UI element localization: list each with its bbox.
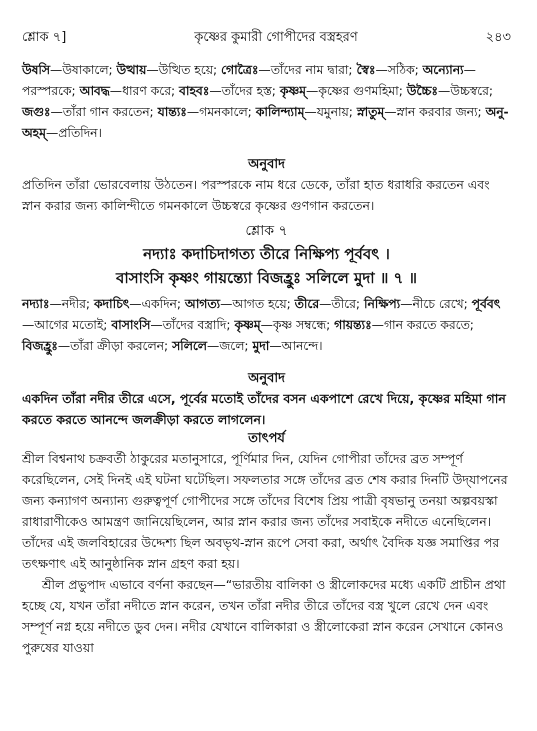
synonym-meaning: —আগের মতোই; [22,318,112,333]
synonym-meaning: —একদিন; [129,297,185,312]
synonym-meaning: —উচ্চস্বরে; [437,84,494,98]
synonym-meaning: —নদীর; [49,297,94,312]
synonym-term: আবদ্ধ [79,84,110,98]
synonym-term: নিক্ষিপ্য [363,297,401,312]
synonym-term: অনু-অহম্ [22,105,509,140]
translation-text: একদিন তাঁরা নদীর তীরে এসে, পূর্বের মতোই তাঁদের বসন একপাশে রেখে দিয়ে, কৃষ্ণের মহিমা গান করতে করতে আনন্দে জলক্রীড়া করতে লাগলেন। [22,390,506,427]
synonym-meaning: —উত্থিত হয়ে; [146,63,222,77]
synonym-meaning: —কৃষ্ণের গুণমহিমা; [305,84,407,98]
synonym-term: বাহবঃ [179,84,210,98]
purport-paragraph-1: শ্রীল বিশ্বনাথ চক্রবর্তী ঠাকুরের মতানুসারে, পূর্ণিমার দিন, যেদিন গোপীরা তাঁদের ব্রত সম্পূর্ণ করেছিলেন, সেই দিনই এই ঘটনা ঘটেছিল। সফলতার সঙ্গে তাঁদের ব্রত শেষ করার দিনটি উদ্‌যাপনের জন্য কন্যাগণ অন্যান্য গুরুত্বপূর্ণ গোপীদের সঙ্গে তাঁদের বিশেষ প্রিয় পাত্রী বৃষভানু তনয়া অল্পবয়স্কা রাধারাণীকেও আমন্ত্রণ জানিয়েছিলেন, আর স্নান করার জন্য তাঁদের সবাইকে নদীতে এনেছিলেন। তাঁদের এই জলবিহারের উদ্দেশ্য ছিল অবভৃথ-স্নান রূপে সেবা করা, অর্থাৎ বৈদিক যজ্ঞ সমাপ্তির পর তৎক্ষণাৎ এই আনুষ্ঠানিক স্নান গ্রহণ করা হয়। [22,450,508,571]
synonym-meaning: —গমনকালে; [186,105,256,119]
synonyms-previous-verse [22,60,511,144]
translation-heading-prev: অনুবাদ [248,157,285,173]
synonym-meaning: —উষাকালে; [50,63,117,77]
synonym-term: স্নাতুম্ [356,105,385,119]
synonym-term: কদাচিৎ [93,297,130,312]
synonym-term: পূর্ববৎ [471,297,501,312]
synonym-meaning: —নীচে রেখে; [400,297,472,312]
translation-text-prev: প্রতিদিন তাঁরা ভোরবেলায় উঠতেন। পরস্পরকে নাম ধরে ডেকে, তাঁরা হাত ধরাধরি করতেন এবং স্নান করার জন্য কালিন্দীতে গমনকালে উচ্চস্বরে কৃষ্ণের গুণগান করতেন। [22,177,490,214]
synonym-term: বাসাংসি [111,318,151,333]
verse-number: শ্লোক ৭ [245,223,288,240]
synonym-term: উত্থায় [116,63,147,77]
synonym-term: সলিলে [172,339,207,354]
synonym-meaning: —জলে; [206,339,253,354]
synonym-meaning: —প্রতিদিন। [45,126,102,140]
synonym-meaning: —আনন্দে। [269,339,323,354]
synonym-meaning: —স্নান করবার জন্য; [384,105,486,119]
synonym-term: তীরে [294,297,320,312]
synonym-meaning: —কৃষ্ণ সম্বন্ধে; [260,318,335,333]
purport-heading: তাৎপর্য [248,430,285,446]
synonym-meaning: —তাঁদের বস্ত্রাদি; [150,318,235,333]
header-chapter-title: কৃষ্ণের কুমারী গোপীদের বস্ত্রহরণ [194,30,358,45]
synonym-term: উচ্চৈঃ [406,84,438,98]
header-verse-ref: শ্লোক ৭] [22,30,67,45]
synonym-meaning: —তীরে; [319,297,364,312]
page-number: ২৪৩ [485,30,511,45]
synonym-meaning: —তাঁরা গান করতেন; [50,105,158,119]
synonym-term: উষসি [22,63,50,77]
verse-line-1: নদ্যাঃ কদাচিদাগত্য তীরে নিক্ষিপ্য পূর্ববৎ । [143,245,390,264]
synonym-term: গায়ন্ত্যঃ [334,318,372,333]
synonym-meaning: —তাঁদের হস্ত; [209,84,280,98]
synonym-term: কালিন্দ্যাম্ [255,105,305,119]
synonym-term: কৃষ্ণম্ [279,84,306,98]
verse-line-2: বাসাংসি কৃষ্ণং গায়ন্ত্যো বিজহ্রুঃ সলিলে মুদা ॥ ৭ ॥ [116,269,417,288]
synonym-term: কৃষ্ণম্ [234,318,261,333]
synonym-term: স্বৈঃ [356,63,376,77]
synonym-term: যান্ত্যঃ [157,105,187,119]
synonym-meaning: —তাঁরা ক্রীড়া করলেন; [57,339,173,354]
synonym-term: জগুঃ [22,105,51,119]
synonym-meaning: —গান করতে করতে; [371,318,474,333]
synonym-meaning: —সঠিক; [375,63,423,77]
synonym-term: অন্যোন্য [422,63,464,77]
synonym-meaning: —পরস্পরকে; [22,63,476,98]
synonym-meaning: —আগত হয়ে; [220,297,295,312]
synonym-term: গোত্রৈঃ [221,63,259,77]
synonym-term: বিজহ্রুঃ [22,339,58,354]
purport-paragraph-2: শ্রীল প্রভুপাদ এভাবে বর্ণনা করছেন—“ভারতীয় বালিকা ও স্ত্রীলোকদের মধ্যে একটি প্রাচীন প্রথা হচ্ছে যে, যখন তাঁরা নদীতে স্নান করেন, তখন তাঁরা নদীর তীরে তাঁদের বস্ত্র খুলে রেখে দেন এবং সম্পূর্ণ নগ্ন হয়ে নদীতে ডুব দেন। নদীর যেখানে বালিকারা ও স্ত্রীলোকেরা স্নান করেন সেখানে কোনও পুরুষের যাওয়া [22,576,506,655]
synonym-meaning: —ধারণ করে; [109,84,180,98]
synonyms-verse [22,294,511,357]
synonym-meaning: —তাঁদের নাম দ্বারা; [258,63,357,77]
synonym-term: আগত্য [184,297,221,312]
running-header [22,0,511,46]
translation-heading: অনুবাদ [248,370,285,386]
synonym-meaning: —যমুনায়; [304,105,357,119]
synonym-term: নদ্যাঃ [22,297,50,312]
synonym-term: মুদা [252,339,270,354]
